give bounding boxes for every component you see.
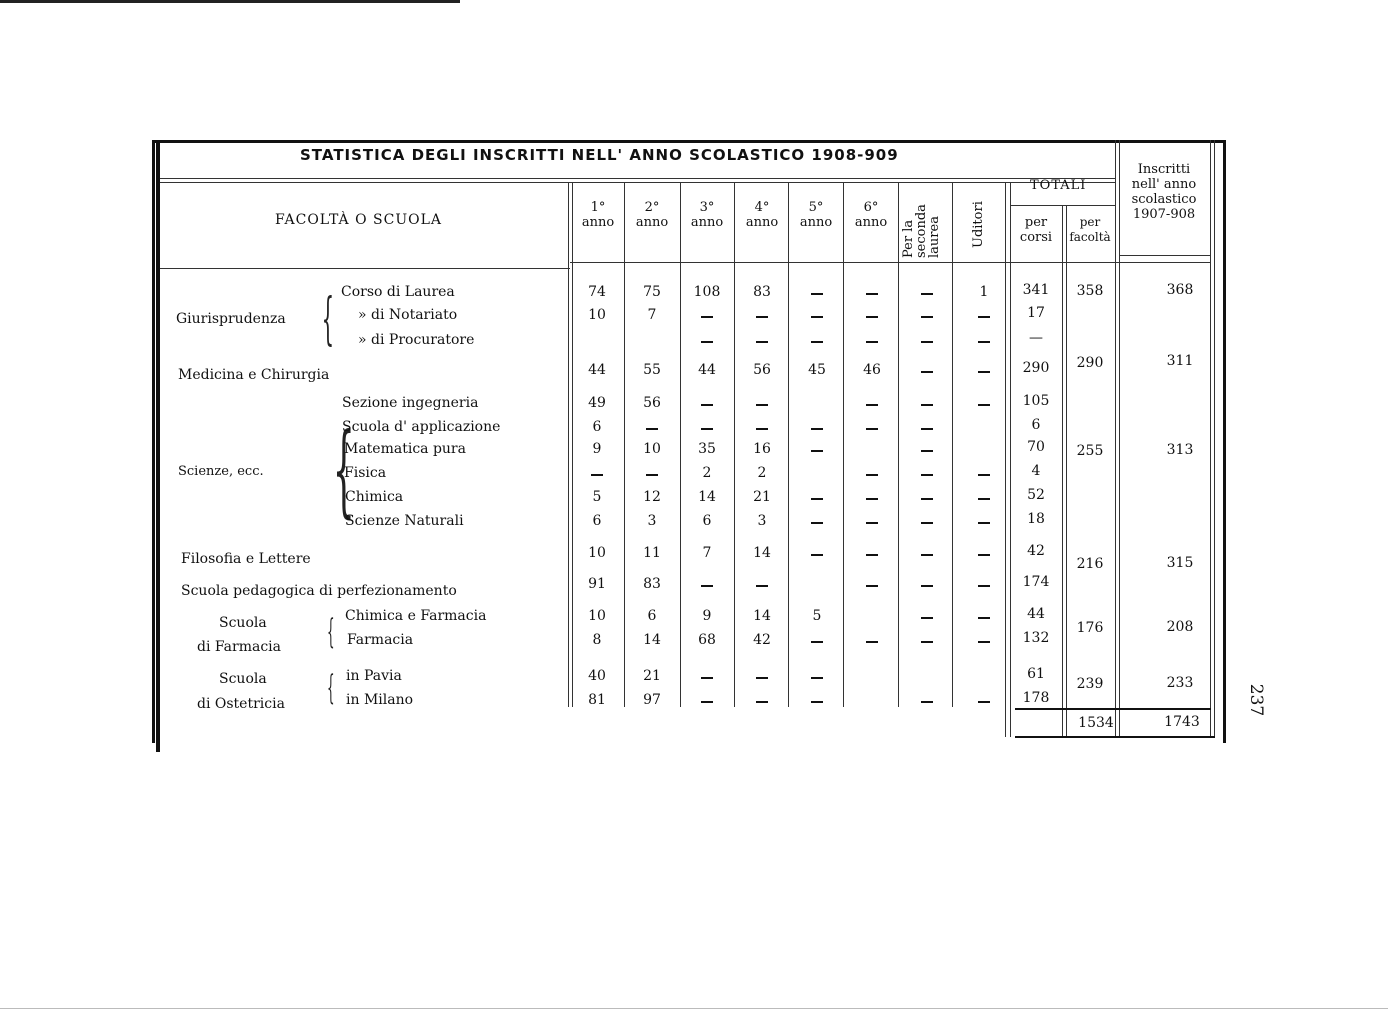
col-line — [843, 182, 844, 707]
cell-dash — [701, 341, 713, 343]
cell-dash — [921, 316, 933, 318]
cell-value: 8 — [592, 632, 602, 648]
header-year-2-num: 2° — [644, 200, 660, 215]
col-line — [568, 182, 569, 707]
cell-dash — [921, 371, 933, 373]
header-uditori: Uditori — [971, 201, 986, 248]
cell-value: 44 — [588, 362, 606, 378]
brace-ostetricia: { — [327, 668, 335, 708]
cell-dash — [921, 617, 933, 619]
header-year-5 — [792, 200, 840, 230]
cell-dash — [921, 293, 933, 295]
cell-dash — [921, 641, 933, 643]
tot-facolta-farm: 176 — [1076, 620, 1104, 636]
row-label: » di Procuratore — [358, 332, 475, 348]
title-rule — [160, 178, 1115, 179]
table-frame-left — [156, 140, 160, 752]
cell-dash — [978, 316, 990, 318]
cell-value: 14 — [753, 608, 771, 624]
cell-per-corsi: 52 — [1027, 487, 1045, 503]
header-seconda-laurea: Per la seconda laurea — [901, 204, 942, 258]
tot-prev-med: 311 — [1166, 353, 1194, 369]
group-pedagogica: Scuola pedagogica di perfezionamento — [181, 583, 457, 599]
tot-facolta-med: 290 — [1076, 355, 1104, 371]
col-line — [1010, 182, 1011, 737]
cell-value: 75 — [643, 284, 661, 300]
col-line — [1005, 182, 1006, 737]
cell-dash — [811, 293, 823, 295]
cell-value: 10 — [588, 545, 606, 561]
tot-prev-farm: 208 — [1166, 619, 1194, 635]
cell-per-corsi: — — [1029, 330, 1043, 346]
header-prev-a: Inscritti — [1137, 162, 1191, 177]
page-title: STATISTICA DEGLI INSCRITTI NELL' ANNO SCOLASTICO 1908-909 — [300, 146, 899, 164]
cell-dash — [811, 522, 823, 524]
cell-dash — [701, 585, 713, 587]
header-per-facolta-b: facoltà — [1069, 230, 1111, 244]
header-year-4 — [738, 200, 786, 230]
col-line — [1119, 140, 1120, 737]
col-line — [1214, 140, 1215, 737]
header-year-2-lbl: anno — [635, 215, 669, 230]
cell-dash — [701, 677, 713, 679]
header-rule-right — [570, 262, 1210, 263]
cell-value: 9 — [592, 441, 602, 457]
col-line — [1210, 140, 1211, 737]
cell-per-corsi: 178 — [1022, 690, 1050, 706]
cell-value: 74 — [588, 284, 606, 300]
cell-dash — [866, 341, 878, 343]
cell-value: 7 — [702, 545, 712, 561]
cell-per-corsi: 61 — [1027, 666, 1045, 682]
cell-dash — [921, 554, 933, 556]
group-medicina: Medicina e Chirurgia — [178, 367, 330, 383]
tot-prev-giur: 368 — [1166, 282, 1194, 298]
cell-value: 2 — [702, 465, 712, 481]
cell-dash — [811, 341, 823, 343]
cell-dash — [646, 474, 658, 476]
col-line — [788, 182, 789, 707]
cell-dash — [921, 498, 933, 500]
cell-per-corsi: 44 — [1027, 606, 1045, 622]
cell-per-corsi: 70 — [1027, 439, 1045, 455]
cell-value: 5 — [592, 489, 602, 505]
header-per-facolta-a: per — [1079, 215, 1101, 229]
cell-value: 14 — [698, 489, 716, 505]
scan-edge-top — [0, 0, 460, 3]
cell-dash — [756, 341, 768, 343]
header-year-5-lbl: anno — [799, 215, 833, 230]
cell-dash — [978, 554, 990, 556]
cell-dash — [978, 701, 990, 703]
cell-dash — [701, 701, 713, 703]
cell-dash — [866, 585, 878, 587]
cell-value: 3 — [647, 513, 657, 529]
grand-total: 1534 — [1078, 715, 1114, 731]
row-label: Chimica — [345, 489, 404, 505]
group-giurisprudenza: Giurisprudenza — [176, 311, 286, 327]
header-year-1 — [574, 200, 622, 230]
cell-value: 10 — [643, 441, 661, 457]
cell-value: 55 — [643, 362, 661, 378]
header-year-4-lbl: anno — [745, 215, 779, 230]
cell-dash — [811, 498, 823, 500]
cell-dash — [921, 341, 933, 343]
cell-dash — [756, 316, 768, 318]
cell-value: 14 — [753, 545, 771, 561]
col-line — [898, 182, 899, 707]
brace-farmacia: { — [327, 612, 335, 652]
cell-value: 12 — [643, 489, 661, 505]
cell-dash — [921, 585, 933, 587]
header-per-corsi-a: per — [1024, 215, 1048, 230]
header-year-4-num: 4° — [754, 200, 770, 215]
row-label: Sezione ingegneria — [342, 395, 479, 411]
cell-value: 9 — [702, 608, 712, 624]
cell-dash — [756, 677, 768, 679]
cell-value: 3 — [757, 513, 767, 529]
col-line — [1066, 205, 1067, 737]
cell-value: 6 — [702, 513, 712, 529]
group-ostetricia-b: di Ostetricia — [197, 696, 285, 712]
cell-value: 108 — [693, 284, 721, 300]
cell-dash — [921, 404, 933, 406]
cell-dash — [756, 585, 768, 587]
header-year-6-num: 6° — [863, 200, 879, 215]
header-year-6 — [847, 200, 895, 230]
cell-dash — [921, 522, 933, 524]
header-per-corsi — [1012, 215, 1060, 245]
cell-dash — [866, 554, 878, 556]
cell-dash — [978, 498, 990, 500]
cell-dash — [866, 404, 878, 406]
cell-per-corsi: 42 — [1027, 543, 1045, 559]
cell-dash — [978, 585, 990, 587]
cell-value: 10 — [588, 608, 606, 624]
cell-value: 40 — [588, 668, 606, 684]
col-line — [1062, 205, 1063, 737]
row-label: in Milano — [346, 692, 414, 708]
row-label: in Pavia — [346, 668, 402, 684]
header-per-facolta — [1067, 215, 1113, 245]
cell-per-corsi: 341 — [1022, 282, 1050, 298]
header-rule — [160, 268, 570, 269]
cell-dash — [921, 474, 933, 476]
col-line — [680, 182, 681, 707]
header-prev-year — [1120, 162, 1208, 222]
cell-dash — [978, 371, 990, 373]
cell-dash — [646, 428, 658, 430]
group-ostetricia-a: Scuola — [219, 671, 267, 687]
cell-value: 10 — [588, 307, 606, 323]
cell-value: 16 — [753, 441, 771, 457]
group-farmacia-b: di Farmacia — [197, 639, 281, 655]
cell-dash — [811, 450, 823, 452]
cell-dash — [811, 641, 823, 643]
row-label: Farmacia — [347, 632, 414, 648]
tot-prev-ost: 233 — [1166, 675, 1194, 691]
row-label: Chimica e Farmacia — [345, 608, 487, 624]
cell-dash — [701, 404, 713, 406]
cell-dash — [921, 450, 933, 452]
cell-value: 44 — [698, 362, 716, 378]
col-line — [952, 182, 953, 707]
cell-value: 83 — [753, 284, 771, 300]
cell-value: 6 — [592, 419, 602, 435]
cell-dash — [811, 428, 823, 430]
cell-dash — [921, 701, 933, 703]
col-line — [1115, 140, 1116, 737]
cell-per-corsi: 17 — [1027, 305, 1045, 321]
tot-facolta-ost: 239 — [1076, 676, 1104, 692]
cell-per-corsi: 132 — [1022, 630, 1050, 646]
cell-value: 81 — [588, 692, 606, 708]
cell-value: 56 — [643, 395, 661, 411]
cell-value: 42 — [753, 632, 771, 648]
header-year-1-lbl: anno — [581, 215, 615, 230]
grand-total-prev: 1743 — [1164, 714, 1200, 730]
page-number: 237 — [1246, 683, 1267, 717]
cell-dash — [701, 428, 713, 430]
cell-value: 1 — [979, 284, 989, 300]
cell-dash — [978, 404, 990, 406]
cell-value: 14 — [643, 632, 661, 648]
row-label: Scuola d' applicazione — [342, 419, 501, 435]
cell-dash — [866, 428, 878, 430]
cell-dash — [921, 428, 933, 430]
header-totali: TOTALI — [1030, 178, 1087, 193]
brace-scienze: { — [332, 411, 355, 528]
cell-dash — [756, 428, 768, 430]
cell-dash — [756, 404, 768, 406]
cell-value: 5 — [812, 608, 822, 624]
cell-dash — [591, 474, 603, 476]
cell-value: 56 — [753, 362, 771, 378]
total-rule — [1015, 708, 1211, 710]
tot-facolta-giur: 358 — [1076, 283, 1104, 299]
cell-dash — [701, 316, 713, 318]
cell-dash — [866, 498, 878, 500]
col-line — [734, 182, 735, 707]
scan-edge-bottom — [0, 1008, 1388, 1009]
cell-value: 46 — [863, 362, 881, 378]
cell-value: 11 — [643, 545, 661, 561]
cell-per-corsi: 290 — [1022, 360, 1050, 376]
title-rule-2 — [160, 182, 1115, 183]
cell-value: 21 — [643, 668, 661, 684]
row-label: Matematica pura — [344, 441, 466, 457]
header-year-3-lbl: anno — [690, 215, 724, 230]
group-scienze: Scienze, ecc. — [178, 464, 264, 479]
cell-per-corsi: 174 — [1022, 574, 1050, 590]
cell-dash — [866, 522, 878, 524]
cell-dash — [978, 474, 990, 476]
cell-dash — [866, 316, 878, 318]
cell-dash — [978, 341, 990, 343]
header-year-3-num: 3° — [699, 200, 715, 215]
cell-value: 21 — [753, 489, 771, 505]
tot-prev-sci: 313 — [1166, 442, 1194, 458]
header-prev-b: nell' anno — [1131, 177, 1197, 192]
cell-dash — [978, 641, 990, 643]
col-line — [572, 182, 573, 707]
row-label: Scienze Naturali — [345, 513, 464, 529]
cell-value: 49 — [588, 395, 606, 411]
header-year-1-num: 1° — [590, 200, 606, 215]
cell-value: 2 — [757, 465, 767, 481]
cell-value: 7 — [647, 307, 657, 323]
cell-dash — [866, 293, 878, 295]
tot-prev-fil: 315 — [1166, 555, 1194, 571]
header-per-corsi-b: corsi — [1019, 230, 1053, 245]
cell-value: 91 — [588, 576, 606, 592]
header-year-6-lbl: anno — [854, 215, 888, 230]
tot-facolta-sci: 255 — [1076, 443, 1104, 459]
col-line — [624, 182, 625, 707]
cell-value: 6 — [647, 608, 657, 624]
cell-per-corsi: 105 — [1022, 393, 1050, 409]
header-year-5-num: 5° — [808, 200, 824, 215]
row-label: Corso di Laurea — [341, 284, 455, 300]
cell-dash — [811, 316, 823, 318]
cell-dash — [866, 641, 878, 643]
cell-value: 6 — [592, 513, 602, 529]
group-filosofia: Filosofia e Lettere — [181, 551, 311, 567]
total-rule-2 — [1015, 736, 1215, 738]
cell-dash — [866, 474, 878, 476]
cell-dash — [811, 554, 823, 556]
cell-value: 35 — [698, 441, 716, 457]
header-year-2 — [628, 200, 676, 230]
cell-per-corsi: 6 — [1031, 417, 1041, 433]
header-prev-c: scolastico — [1131, 192, 1197, 207]
prev-rule — [1120, 255, 1210, 256]
cell-dash — [811, 677, 823, 679]
row-label: » di Notariato — [358, 307, 458, 323]
cell-dash — [978, 522, 990, 524]
cell-value: 83 — [643, 576, 661, 592]
header-year-3 — [683, 200, 731, 230]
cell-value: 45 — [808, 362, 826, 378]
group-farmacia-a: Scuola — [219, 615, 267, 631]
cell-per-corsi: 4 — [1031, 463, 1041, 479]
header-facolta: FACOLTÀ O SCUOLA — [275, 212, 442, 228]
row-label: Fisica — [344, 465, 387, 481]
header-prev-d: 1907-908 — [1132, 207, 1196, 222]
tot-facolta-fil: 216 — [1076, 556, 1104, 572]
cell-per-corsi: 18 — [1027, 511, 1045, 527]
cell-value: 68 — [698, 632, 716, 648]
cell-dash — [978, 617, 990, 619]
cell-dash — [811, 701, 823, 703]
cell-value: 97 — [643, 692, 661, 708]
cell-dash — [756, 701, 768, 703]
brace-giurisprudenza: { — [321, 287, 335, 352]
